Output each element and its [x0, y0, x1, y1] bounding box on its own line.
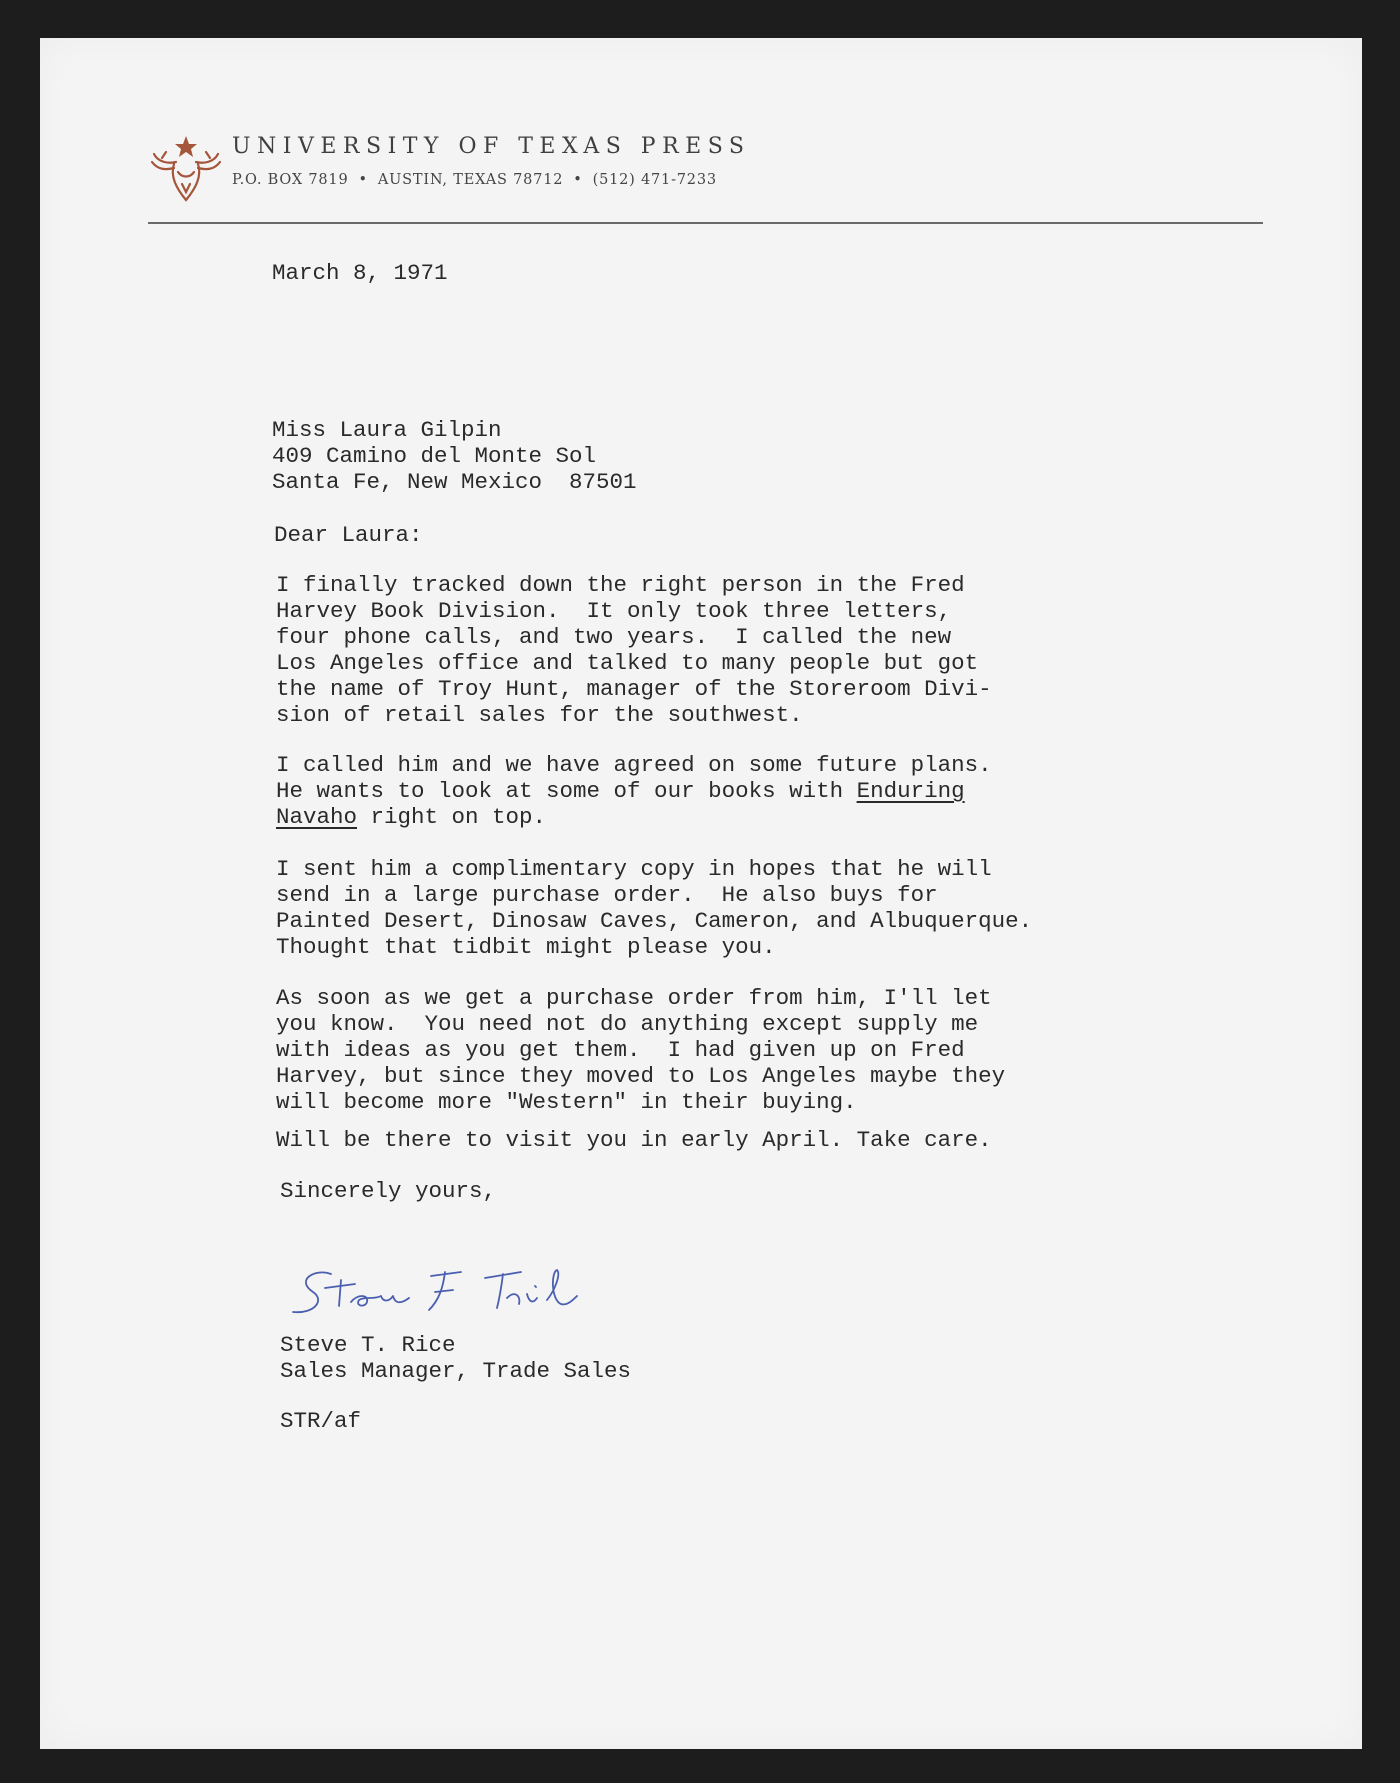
- paragraph-line: the name of Troy Hunt, manager of the Storeroom Divi-: [276, 676, 992, 702]
- paragraph-line: As soon as we get a purchase order from him, I'll let: [276, 985, 992, 1011]
- paragraph-line: [276, 804, 1176, 830]
- paragraph-line: four phone calls, and two years. I called the new: [276, 624, 952, 650]
- letter-date: March 8, 1971: [272, 260, 448, 286]
- closing: Sincerely yours,: [280, 1178, 497, 1204]
- letterhead-separator: •: [573, 172, 583, 188]
- paragraph-line: you know. You need not do anything except supply me: [276, 1011, 979, 1037]
- letterhead-city: AUSTIN, TEXAS 78712: [377, 172, 564, 188]
- body-paragraph-4: [276, 985, 1176, 1115]
- paragraph-line: sion of retail sales for the southwest.: [276, 702, 803, 728]
- paragraph-text: right on top.: [357, 804, 547, 830]
- paragraph-line: Painted Desert, Dinosaw Caves, Cameron, and Albuquerque.: [276, 908, 1033, 934]
- paragraph-line: Thought that tidbit might please you.: [276, 934, 776, 960]
- paragraph-line: will become more "Western" in their buying.: [276, 1089, 857, 1115]
- paragraph-line: [276, 778, 1176, 804]
- letter-page: [40, 38, 1362, 1749]
- signer-block: [280, 1332, 631, 1384]
- letterhead-po-box: P.O. BOX 7819: [232, 172, 349, 188]
- body-paragraph-3: [276, 856, 1176, 960]
- signer-title: Sales Manager, Trade Sales: [280, 1358, 632, 1384]
- paragraph-text: He wants to look at some of our books with: [276, 778, 857, 804]
- paragraph-line: I finally tracked down the right person in the Fred: [276, 572, 965, 598]
- paragraph-line: send in a large purchase order. He also buys for: [276, 882, 938, 908]
- letterhead-separator: •: [358, 172, 368, 188]
- signature-icon: [285, 1260, 605, 1328]
- letterhead-address: [232, 172, 717, 188]
- book-title-underlined: Navaho: [276, 804, 358, 830]
- letterhead-divider: [148, 222, 1263, 224]
- recipient-line: Miss Laura Gilpin: [272, 417, 502, 443]
- body-paragraph-5: Will be there to visit you in early April. Take care.: [276, 1127, 992, 1153]
- book-title-underlined: Enduring: [856, 778, 965, 804]
- salutation: Dear Laura:: [274, 522, 423, 548]
- signer-name: Steve T. Rice: [280, 1332, 456, 1358]
- paragraph-line: I called him and we have agreed on some future plans.: [276, 752, 992, 778]
- recipient-line: Santa Fe, New Mexico 87501: [272, 469, 637, 495]
- reference-initials: STR/af: [280, 1408, 362, 1434]
- ut-press-logo-icon: [148, 132, 224, 204]
- paragraph-line: Los Angeles office and talked to many people but got: [276, 650, 979, 676]
- recipient-line: 409 Camino del Monte Sol: [272, 443, 597, 469]
- paragraph-line: Harvey Book Division. It only took three letters,: [276, 598, 952, 624]
- letterhead-phone: (512) 471-7233: [592, 172, 717, 188]
- paragraph-line: with ideas as you get them. I had given up on Fred: [276, 1037, 965, 1063]
- recipient-address: [272, 417, 637, 495]
- paragraph-line: Harvey, but since they moved to Los Angeles maybe they: [276, 1063, 1006, 1089]
- body-paragraph-1: [276, 572, 1176, 728]
- body-paragraph-2: [276, 752, 1176, 830]
- paragraph-line: I sent him a complimentary copy in hopes that he will: [276, 856, 992, 882]
- letterhead-organization: UNIVERSITY OF TEXAS PRESS: [232, 134, 751, 159]
